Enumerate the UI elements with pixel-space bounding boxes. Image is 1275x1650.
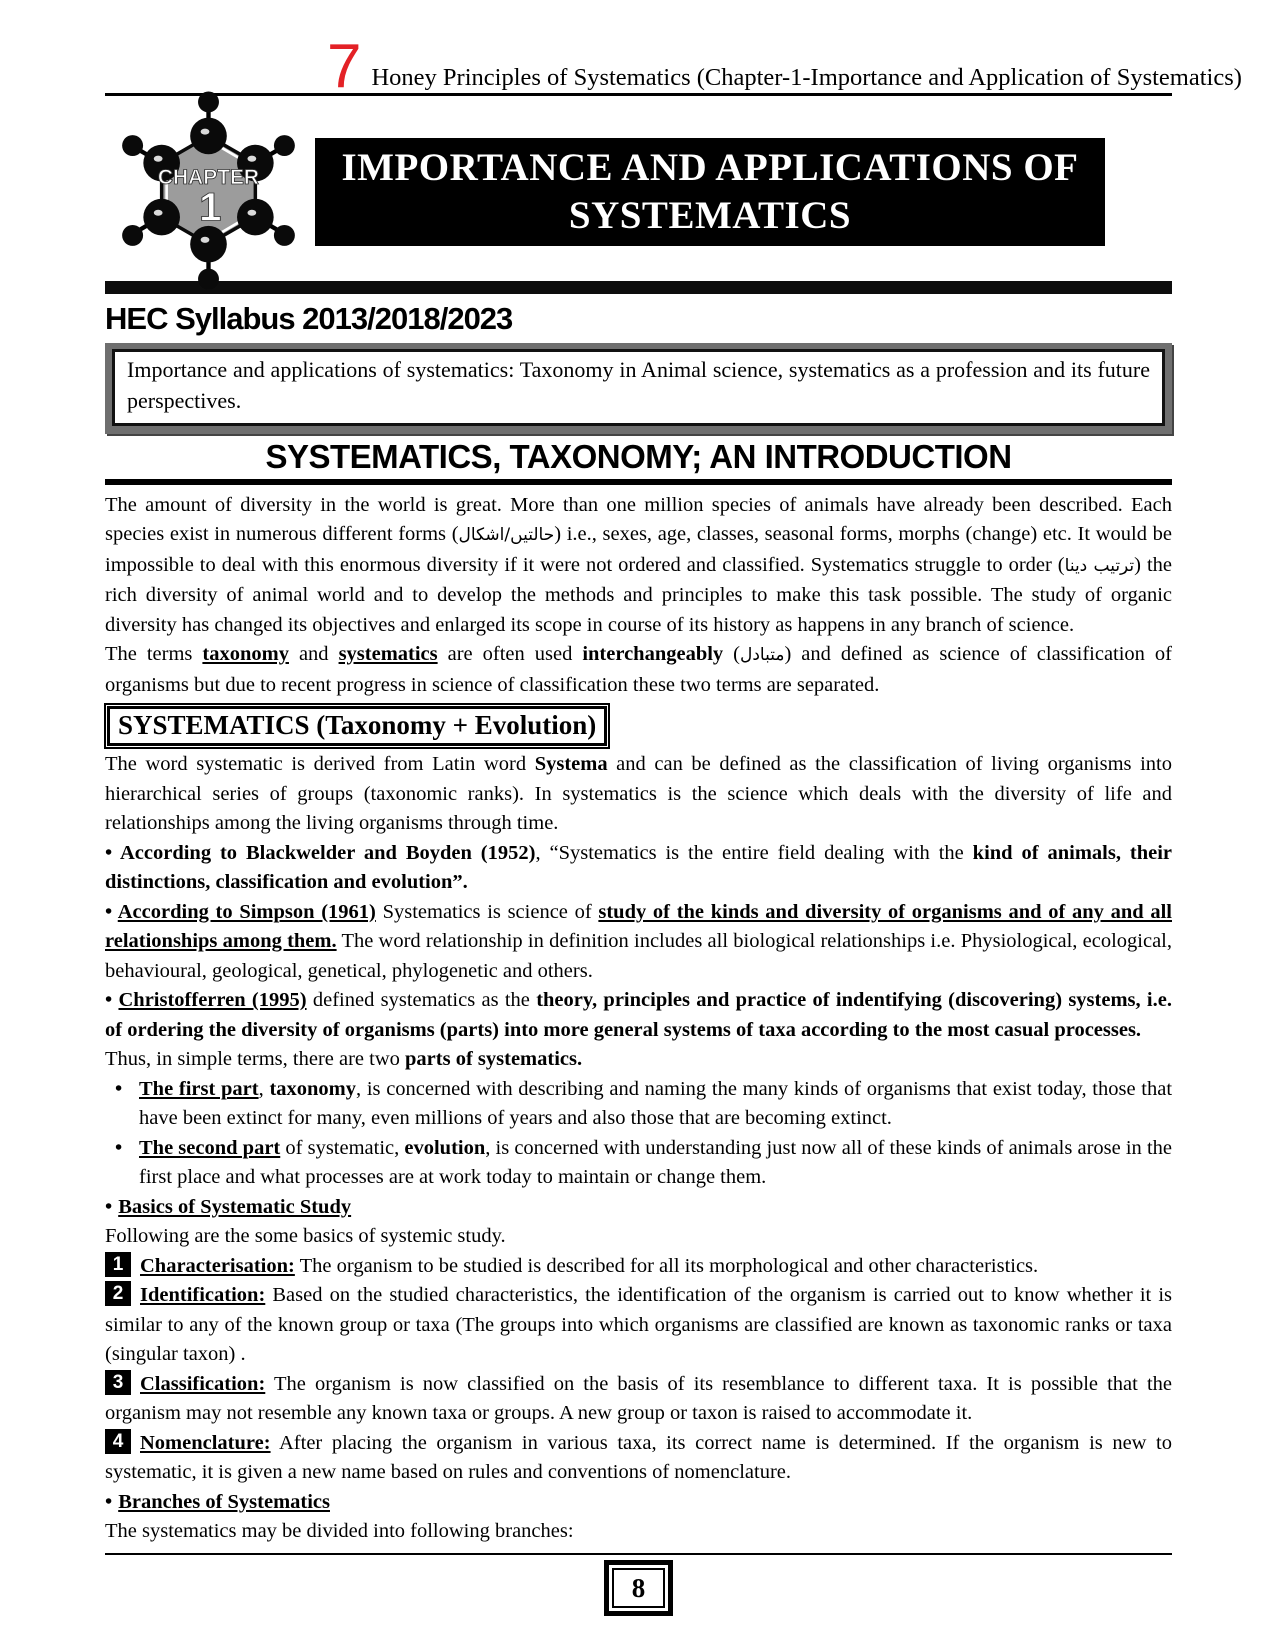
bullet-dot: • xyxy=(105,1195,113,1218)
paragraph: The terms taxonomy and systematics are often used interchangeably (متبادل) and defined as science of classification of organisms but due to recent progress in science of classification these two terms are separated. xyxy=(105,643,1173,696)
bullet-dot: • xyxy=(105,900,118,923)
syllabus-box xyxy=(105,343,1172,434)
syllabus-heading: HEC Syllabus 2013/2018/2023 xyxy=(105,301,513,336)
bullet-item: • The first part, taxonomy, is concerned with describing and naming the many kinds of organisms that exist today, those that have been extinct for many, even millions of years and also those that are becoming extinct. xyxy=(105,1075,1172,1134)
bullet-item: • The second part of systematic, evolution, is concerned with understanding just now all of these kinds of animals arose in the first place and what processes are at work today to maintain or change them. xyxy=(105,1134,1172,1193)
chapter-number: 1 xyxy=(199,184,222,230)
numbered-item: 4 Nomenclature: After placing the organism in various taxa, its correct name is determined. If the organism is new to systematic, it is given a new name based on rules and conventions of nomenclature. xyxy=(105,1430,1172,1484)
chapter-title-banner xyxy=(315,138,1105,246)
bullet-item: • Christofferren (1995) defined systematics as the theory, principles and practice of indentifying (discovering) systems, i.e. of ordering the diversity of organisms (parts) into more general systems of taxa according to the most casual processes. xyxy=(105,989,1172,1041)
bullet-dot: • xyxy=(105,1490,113,1513)
section-heading: SYSTEMATICS, TAXONOMY; AN INTRODUCTION xyxy=(265,437,1012,475)
boxed-subheading: SYSTEMATICS (Taxonomy + Evolution) xyxy=(107,706,607,746)
chapter-title-line1: IMPORTANCE AND APPLICATIONS OF xyxy=(341,146,1079,190)
number-badge: 2 xyxy=(105,1281,131,1306)
document-page xyxy=(105,0,1242,1616)
page-header xyxy=(105,0,1242,102)
chapter-heading-row xyxy=(105,100,1172,285)
chapter-title-line2: SYSTEMATICS xyxy=(568,194,852,237)
section-heading-underline xyxy=(105,479,1172,485)
bullet-dot: • xyxy=(105,989,119,1012)
chapter-page-number: 7 xyxy=(327,32,362,102)
bullet-dot: • xyxy=(105,841,120,864)
number-badge: 1 xyxy=(105,1252,131,1277)
running-head-title: Honey Principles of Systematics (Chapter-1-Importance and Application of Systematics) xyxy=(371,64,1242,92)
number-badge: 3 xyxy=(105,1370,131,1395)
bullet-item: • According to Simpson (1961) Systematics is science of study of the kinds and diversity of organisms and of any and all relationships among them. The word relationship in definition includes all biological relationships i.e. Physiological, ecological, behavioural, geological, genetical, phylogenetic and others. xyxy=(105,900,1173,982)
numbered-item: 3 Classification: The organism is now classified on the basis of its resemblance to different taxa. It is possible that the organism may not resemble any known taxa or groups. A new group or taxon is raised to accommodate it. xyxy=(105,1371,1172,1425)
number-badge: 4 xyxy=(105,1429,131,1454)
numbered-item: 2 Identification: Based on the studied characteristics, the identification of the organism is carried out to know whether it is similar to any of the known group or taxa (The groups into which organisms are classified are known as taxonomic ranks or taxa (singular taxon) . xyxy=(105,1283,1172,1366)
paragraph: The amount of diversity in the world is great. More than one million species of animals have already been described. Each species exist in numerous different forms (حالتیں/اشکال) i.e., sexes, age, classes, seasonal forms, morphs (change) etc. It would be impossible to deal with this enormous diversity if it were not ordered and classified. Systematics struggle to order (ترتیب دینا) the rich diversity of animal world and to develop the methods and principles to make this task possible. The study of organic diversity has changed its objectives and enlarged its scope in course of its history as happens in any branch of science. xyxy=(105,493,1173,636)
numbered-item: 1 Characterisation: The organism to be studied is described for all its morphological and other characteristics. xyxy=(105,1252,1172,1282)
content-blocks xyxy=(105,491,1172,1547)
bullet-item: • According to Blackwelder and Boyden (1952), “Systematics is the entire field dealing with the kind of animals, their distinctions, classification and evolution”. xyxy=(105,841,1172,894)
page-number: 8 xyxy=(612,1568,666,1608)
molecule-icon xyxy=(101,88,316,293)
bullet-dot: • xyxy=(115,1077,123,1100)
paragraph: Following are the some basics of systemic study. xyxy=(105,1225,506,1248)
syllabus-text: Importance and applications of systematics: Taxonomy in Animal science, systematics as a profession and its future perspectives. xyxy=(127,357,1150,413)
page-number-box xyxy=(604,1560,674,1616)
bullet-subheading: • Basics of Systematic Study xyxy=(105,1195,352,1218)
paragraph: Thus, in simple terms, there are two parts of systematics. xyxy=(105,1048,583,1071)
chapter-label: CHAPTER xyxy=(157,165,260,189)
paragraph: The word systematic is derived from Latin word Systema and can be defined as the classification of living organisms into hierarchical series of groups (taxonomic ranks). In systematics is the science which deals with the diversity of life and relationships among the living organisms through time. xyxy=(105,753,1172,835)
bullet-subheading: • Branches of Systematics xyxy=(105,1490,330,1513)
footer-rule xyxy=(105,1553,1172,1555)
bullet-dot: • xyxy=(115,1136,123,1159)
paragraph: The systematics may be divided into following branches: xyxy=(105,1520,574,1543)
